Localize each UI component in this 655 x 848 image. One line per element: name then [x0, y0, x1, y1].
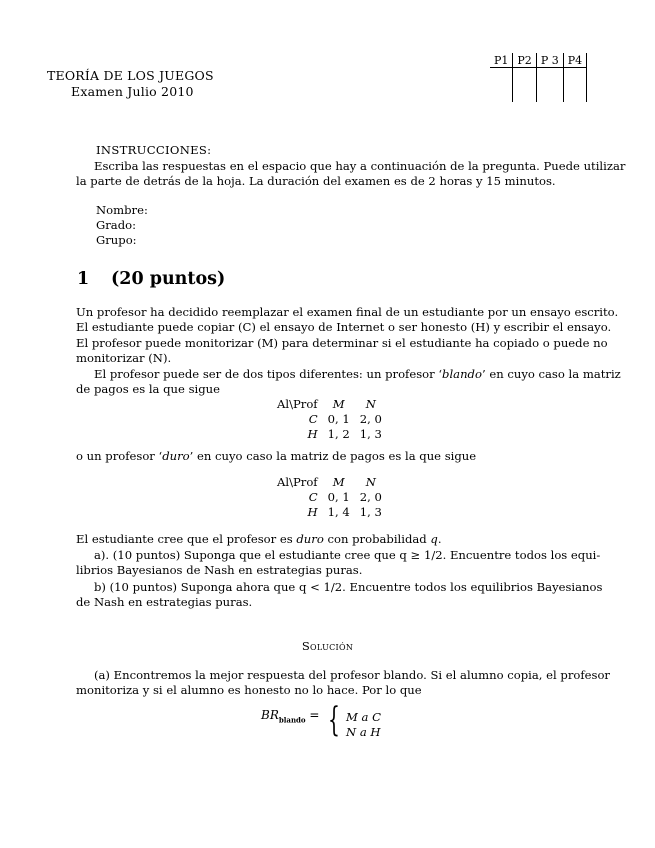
grade-cell-p4: [563, 68, 586, 103]
matrix-cell: 2, 0: [359, 412, 382, 426]
grade-col-p3: P 3: [536, 53, 563, 68]
types-pre: El profesor puede ser de dos tipos diferentes: un profesor ‘: [94, 367, 443, 381]
best-response-cases: [346, 710, 381, 740]
matrix-row-header: C: [308, 490, 318, 504]
problem-paragraph-2: [76, 367, 621, 398]
solution-heading: Solución: [301, 639, 354, 653]
grade-col-p1: P1: [490, 53, 513, 68]
problem-line-1: Un profesor ha decidido reemplazar el examen final de un estudiante por un ensayo escrito.: [76, 305, 619, 319]
cases-brace: {: [328, 700, 340, 740]
problem-line-3: El profesor puede monitorizar (M) para determinar si el estudiante ha copiado o puede no: [76, 335, 608, 350]
type-duro: duro: [162, 449, 190, 463]
instructions-line-2: la parte de detrás de la hoja. La duración del examen es de 2 horas y 15 minutos.: [76, 174, 556, 189]
matrix-cell: 1, 4: [327, 505, 350, 519]
grades-table: [490, 53, 587, 102]
case-no-monitor: N a H: [346, 725, 381, 739]
problem-line-2: El estudiante puede copiar (C) el ensayo de Internet o ser honesto (H) y escribir el ensayo.: [76, 320, 612, 335]
matrix-col-header: M: [332, 475, 345, 489]
matrix-cell: 0, 1: [327, 412, 350, 426]
course-title: TEORÍA DE LOS JUEGOS: [47, 68, 214, 83]
grade-cell-p1: [490, 68, 513, 103]
degree-field-label: Grado:: [96, 218, 137, 232]
belief-line: El estudiante cree que el profesor es duro con probabilidad q.: [76, 532, 442, 546]
question-b: [76, 580, 603, 611]
solution-line-1: (a) Encontremos la mejor respuesta del profesor blando. Si el alumno copia, el profesor: [94, 668, 610, 682]
type-blando: blando: [442, 367, 482, 381]
name-field-label: Nombre:: [96, 203, 148, 217]
matrix-col-header: M: [332, 397, 345, 411]
group-field-label: Grupo:: [96, 233, 137, 247]
matrix-cell: 2, 0: [359, 490, 382, 504]
matrix-row-header: H: [307, 427, 318, 441]
matrix-row-header: H: [307, 505, 318, 519]
question-a-line-2: librios Bayesianos de Nash en estrategias puras.: [76, 563, 363, 578]
problem-payoff-line: de pagos es la que sigue: [76, 382, 220, 397]
instructions-text: [76, 159, 626, 190]
br-subscript: blando: [278, 715, 306, 725]
problem-paragraph-1: [76, 305, 619, 367]
types-mid: ’ en cuyo caso la matriz: [481, 367, 621, 381]
problem-types-line: [76, 367, 621, 382]
question-a: [76, 548, 601, 579]
solution-line-2: monitoriza y si el alumno es honesto no lo hace. Por lo que: [76, 683, 422, 698]
matrix-col-header: N: [365, 475, 376, 489]
question-b-line-2: de Nash en estrategias puras.: [76, 595, 253, 610]
section-points: (20 puntos): [111, 269, 226, 289]
grade-col-p4: P4: [563, 53, 586, 68]
exam-date: Examen Julio 2010: [71, 84, 194, 99]
instructions-heading: INSTRUCCIONES:: [96, 143, 212, 157]
problem-hard-line: o un profesor ‘duro’ en cuyo caso la matriz de pagos es la que sigue: [76, 449, 477, 463]
question-a-line-1: a). (10 puntos) Suponga que el estudiante cree que q ≥ 1/2. Encuentre todos los equi-: [94, 548, 601, 562]
matrix-cell: 1, 3: [359, 427, 382, 441]
payoff-matrix-blando: [272, 397, 387, 442]
matrix-corner: Al\Prof: [277, 397, 318, 411]
problem-line-4: monitorizar (N).: [76, 351, 172, 366]
matrix-row-header: C: [308, 412, 318, 426]
matrix-cell: 1, 3: [359, 505, 382, 519]
matrix-cell: 0, 1: [327, 490, 350, 504]
case-monitor: M a C: [346, 710, 382, 724]
payoff-matrix-duro: [272, 475, 387, 520]
section-title: [77, 269, 225, 289]
matrix-cell: 1, 2: [327, 427, 350, 441]
matrix-col-header: N: [365, 397, 376, 411]
best-response-label: [261, 708, 319, 724]
question-b-line-1: b) (10 puntos) Suponga ahora que q < 1/2. Encuentre todos los equilibrios Bayesianos: [94, 580, 603, 594]
solution-paragraph: [76, 668, 610, 699]
grade-cell-p2: [513, 68, 536, 103]
br-equals: =: [305, 708, 320, 722]
matrix-corner: Al\Prof: [277, 475, 318, 489]
section-number: 1: [77, 269, 90, 289]
grade-cell-p3: [536, 68, 563, 103]
br-symbol: BR: [261, 708, 279, 722]
instructions-line-1: Escriba las respuestas en el espacio que hay a continuación de la pregunta. Puede utilizar: [94, 159, 626, 173]
grade-col-p2: P2: [513, 53, 536, 68]
